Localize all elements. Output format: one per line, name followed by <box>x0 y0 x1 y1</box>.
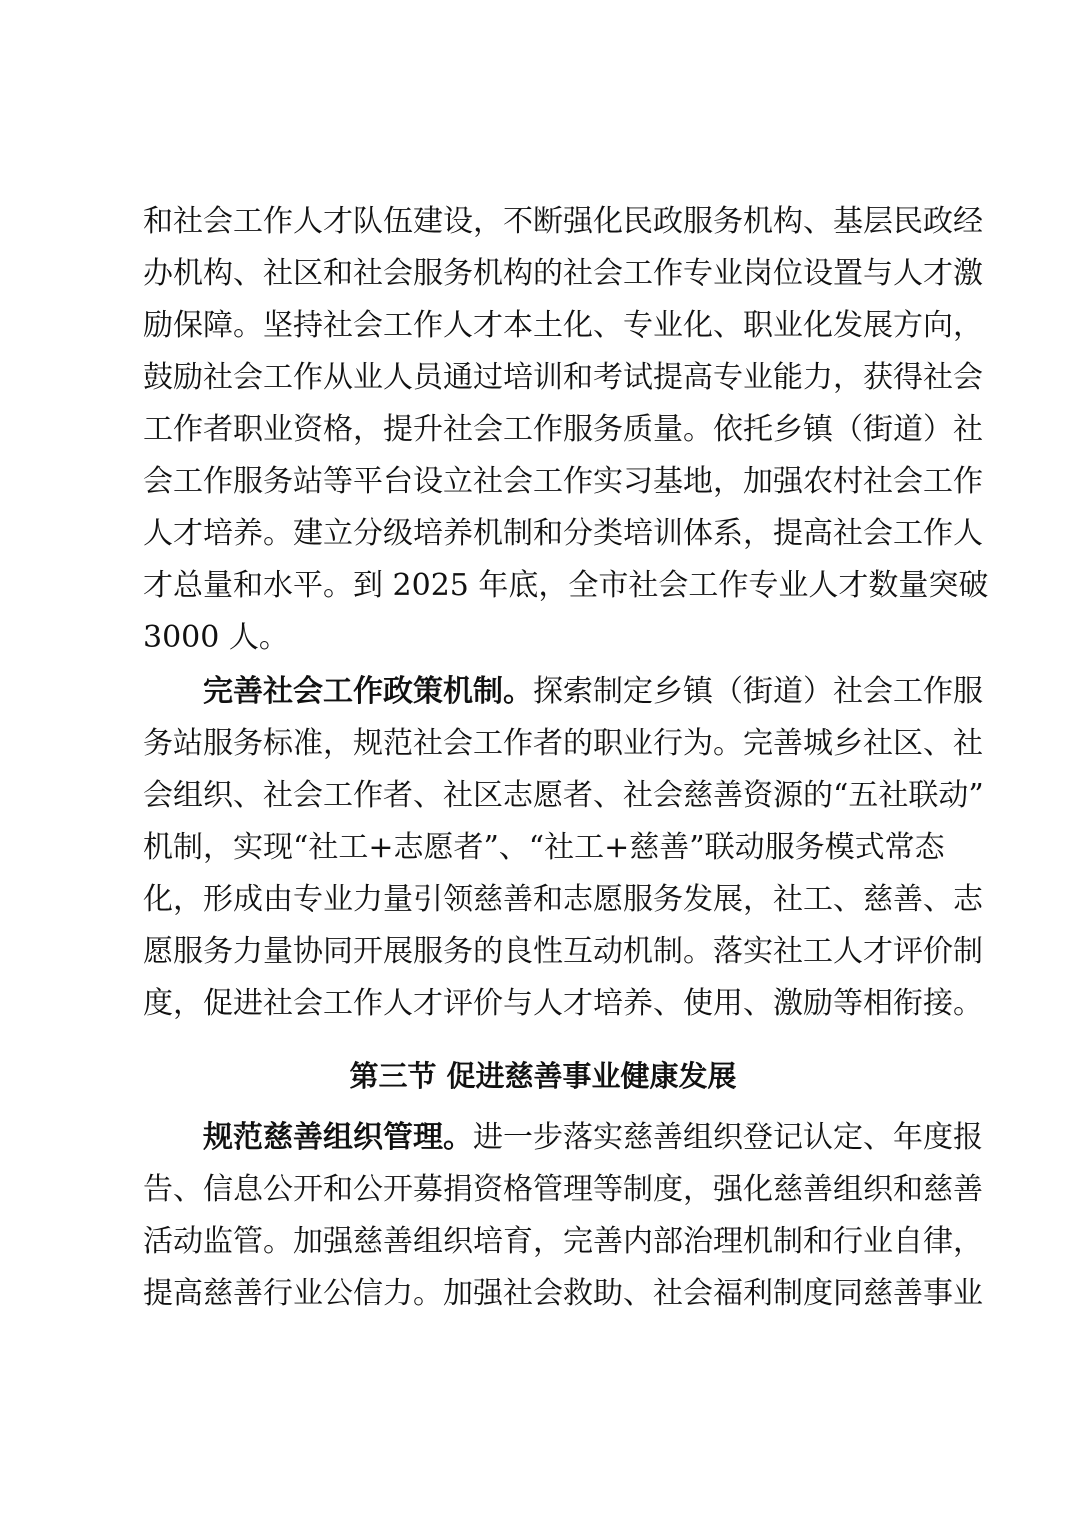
paragraph-2-lead: 完善社会工作政策机制。 <box>203 674 533 709</box>
paragraph-1-line-1: 和社会工作人才队伍建设，不断强化民政服务机构、基层民政经 <box>143 204 983 239</box>
paragraph-1-line-3: 励保障。坚持社会工作人才本土化、专业化、职业化发展方向， <box>143 308 983 343</box>
paragraph-2-line-4: 机制，实现“社工+志愿者”、“社工+慈善”联动服务模式常态 <box>143 830 945 865</box>
paragraph-2-line-6: 愿服务力量协同开展服务的良性互动机制。落实社工人才评价制 <box>143 934 983 969</box>
paragraph-2-first-rest: 探索制定乡镇（街道）社会工作服 <box>533 674 983 709</box>
paragraph-1-line-7: 人才培养。建立分级培养机制和分类培训体系，提高社会工作人 <box>143 516 983 551</box>
paragraph-1-line-8: 才总量和水平。到 2025 年底，全市社会工作专业人才数量突破 <box>143 568 989 603</box>
paragraph-3-lead: 规范慈善组织管理。 <box>203 1120 473 1155</box>
paragraph-2-line-7: 度，促进社会工作人才评价与人才培养、使用、激励等相衔接。 <box>143 986 983 1021</box>
paragraph-3-line-3: 活动监管。加强慈善组织培育，完善内部治理机制和行业自律， <box>143 1224 983 1259</box>
paragraph-2-line-5: 化，形成由专业力量引领慈善和志愿服务发展，社工、慈善、志 <box>143 882 983 917</box>
paragraph-3-line-2: 告、信息公开和公开募捐资格管理等制度，强化慈善组织和慈善 <box>143 1172 983 1207</box>
section-heading: 第三节 促进慈善事业健康发展 <box>349 1059 737 1093</box>
paragraph-1-line-5: 工作者职业资格，提升社会工作服务质量。依托乡镇（街道）社 <box>143 412 983 447</box>
paragraph-3-line-1 <box>203 1112 983 1164</box>
paragraph-3-line-4: 提高慈善行业公信力。加强社会救助、社会福利制度同慈善事业 <box>143 1276 983 1311</box>
paragraph-1-line-9: 3000 人。 <box>143 620 289 655</box>
paragraph-1-line-6: 会工作服务站等平台设立社会工作实习基地，加强农村社会工作 <box>143 464 983 499</box>
paragraph-1-line-2: 办机构、社区和社会服务机构的社会工作专业岗位设置与人才激 <box>143 256 983 291</box>
paragraph-3-first-rest: 进一步落实慈善组织登记认定、年度报 <box>473 1120 983 1155</box>
paragraph-2-line-2: 务站服务标准，规范社会工作者的职业行为。完善城乡社区、社 <box>143 726 983 761</box>
paragraph-1-line-4: 鼓励社会工作从业人员通过培训和考试提高专业能力，获得社会 <box>143 360 983 395</box>
paragraph-2-line-1 <box>203 666 983 718</box>
paragraph-2-line-3: 会组织、社会工作者、社区志愿者、社会慈善资源的“五社联动” <box>143 778 984 813</box>
